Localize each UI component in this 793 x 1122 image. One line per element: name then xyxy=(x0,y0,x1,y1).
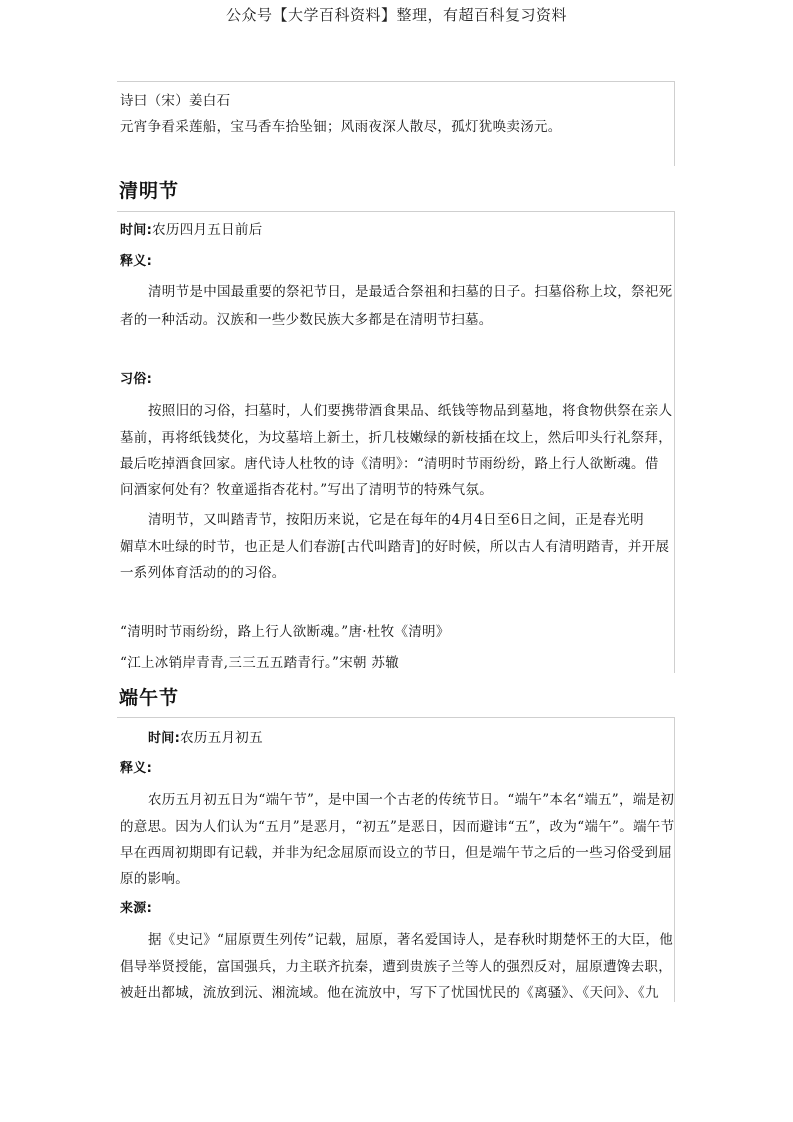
duanwu-meaning-line: 农历五月初五日为“端午节”，是中国一个古老的传统节日。“端午”本名“端五”，端是初 xyxy=(148,792,675,808)
qingming-title: 清明节 xyxy=(119,180,180,202)
duanwu-meaning-line: 的意思。因为人们认为“五月”是恶月，“初五”是恶日，因而避讳“五”，改为“端午”。端午节 xyxy=(120,819,675,835)
duanwu-time xyxy=(148,729,263,748)
qingming-quote: “清明时节雨纷纷，路上行人欲断魂。”唐·杜牧《清明》 xyxy=(120,624,450,640)
qingming-custom-label: 习俗: xyxy=(120,372,153,387)
qingming-meaning-label: 释义: xyxy=(120,254,153,269)
duanwu-meaning-line: 早在西周初期即有记载，并非为纪念屈原而设立的节日，但是端午节之后的一些习俗受到屈 xyxy=(120,845,672,861)
qingming-quote: “江上冰销岸青青,三三五五踏青行。”宋朝 苏辙 xyxy=(120,655,400,671)
qingming-meaning-line: 者的一种活动。汉族和一些少数民族大多都是在清明节扫墓。 xyxy=(120,312,493,328)
qingming-custom-line: 媚草木吐绿的时节，也正是人们春游[古代叫踏青]的好时候，所以古人有清明踏青，并开展 xyxy=(120,539,670,555)
poem-text-line: 元宵争看采莲船，宝马香车拾坠钿；风雨夜深人散尽，孤灯犹唤卖汤元。 xyxy=(120,119,562,135)
duanwu-origin-line: 被赶出都城，流放到沅、湘流域。他在流放中，写下了忧国忧民的《离骚》、《天问》、《九 xyxy=(120,985,659,1001)
duanwu-time-label: 时间: xyxy=(148,731,181,746)
qingming-time-value: 农历四月五日前后 xyxy=(152,222,263,238)
qingming-custom-line: 问酒家何处有？牧童遥指杏花村。”写出了清明节的特殊气氛。 xyxy=(120,482,494,498)
duanwu-meaning-label: 释义: xyxy=(120,761,153,776)
duanwu-time-value: 农历五月初五 xyxy=(180,730,263,746)
qingming-custom-line: 一系列体育活动的的习俗。 xyxy=(120,565,286,581)
poem-author-line: 诗曰（宋）姜白石 xyxy=(120,93,231,109)
qingming-custom-line: 最后吃掉酒食回家。唐代诗人杜牧的诗《清明》：“清明时节雨纷纷，路上行人欲断魂。借 xyxy=(120,456,659,472)
page-header: 公众号【大学百科资料】整理，有超百科复习资料 xyxy=(225,6,567,24)
duanwu-meaning-line: 原的影响。 xyxy=(120,871,189,887)
qingming-custom-line: 墓前，再将纸钱焚化，为坟墓培上新土，折几枝嫩绿的新枝插在坟上，然后叩头行礼祭拜， xyxy=(120,430,672,446)
qingming-custom-line: 按照旧的习俗，扫墓时，人们要携带酒食果品、纸钱等物品到墓地，将食物供祭在亲人 xyxy=(148,403,673,419)
qingming-time xyxy=(120,221,263,240)
duanwu-origin-line: 据《史记》“屈原贾生列传”记载，屈原，著名爱国诗人，是春秋时期楚怀王的大臣，他 xyxy=(148,932,674,948)
qingming-meaning-line: 清明节是中国最重要的祭祀节日，是最适合祭祖和扫墓的日子。扫墓俗称上坟，祭祀死 xyxy=(148,284,673,300)
duanwu-title: 端午节 xyxy=(119,687,180,709)
duanwu-origin-line: 倡导举贤授能，富国强兵，力主联齐抗秦，遭到贵族子兰等人的强烈反对，屈原遭馋去职， xyxy=(120,959,672,975)
qingming-time-label: 时间: xyxy=(120,223,153,238)
qingming-custom-line: 清明节，又叫踏青节，按阳历来说，它是在每年的4月4日至6日之间，正是春光明 xyxy=(148,512,644,528)
duanwu-origin-label: 来源: xyxy=(120,901,153,916)
